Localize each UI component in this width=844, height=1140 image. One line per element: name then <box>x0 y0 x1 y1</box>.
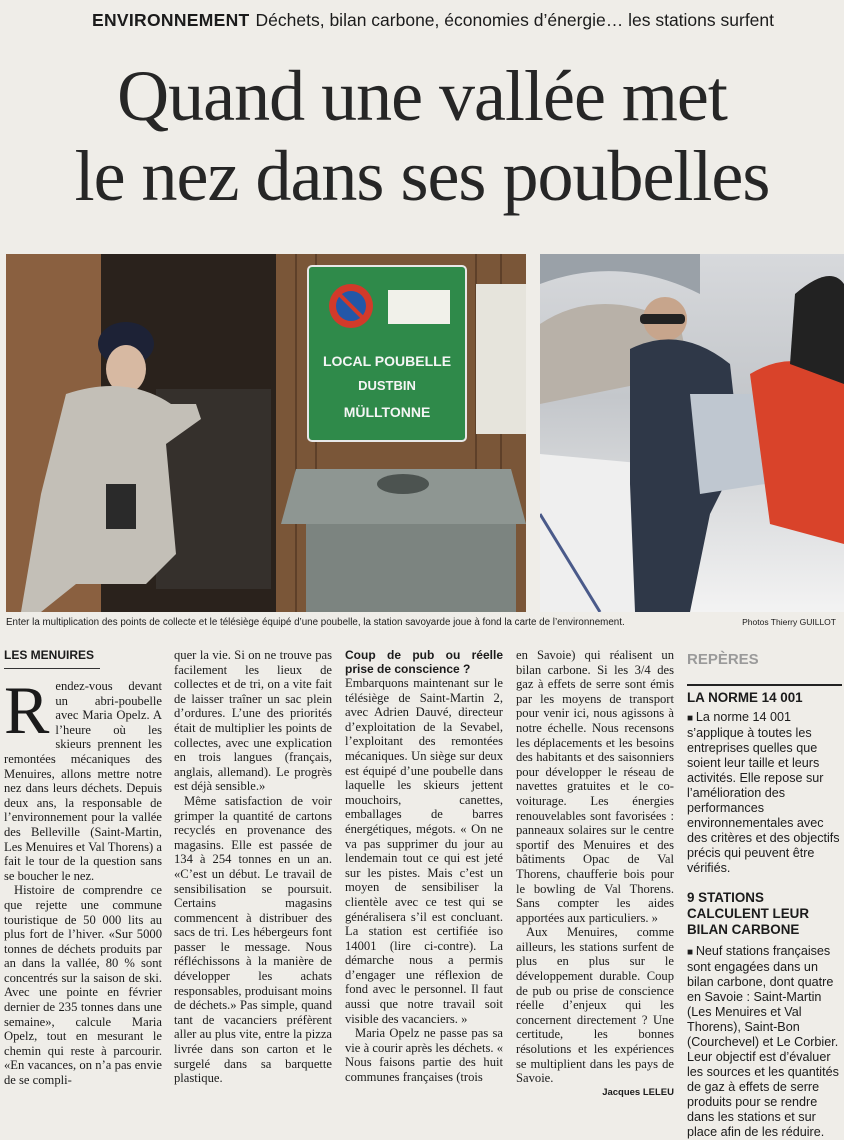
headline-line-1: Quand une vallée met <box>117 56 727 136</box>
headline <box>0 56 844 216</box>
photo-chairlift-scene <box>540 254 844 612</box>
sidebar-heading-2: 9 STATIONS CALCULENT LEUR BILAN CARBONE <box>687 890 809 937</box>
col1-paragraph-1: endez-vous devant un abri-poubelle avec Maria Opelz. A l’heure où les skieurs prennent les remontées mécaniques des Menuires, allons mettre notre nez dans leurs déchets. Depuis deux ans, la responsable de l’environnement pour la vallée des Belleville (Saint-Martin, Les Menuires et Val Thorens) a fait le tour de la question sans se boucher le nez. <box>4 679 162 883</box>
drop-cap: R <box>4 672 50 748</box>
photo-chairlift-skier <box>540 254 844 612</box>
col4-paragraph-2: Aux Menuires, comme ailleurs, les stations surfent de plus en plus sur le développement durable. Coup de pub ou prise de conscience réelle d’enjeux qui les concernent directement ? Une certitude, les bonnes résolutions et les expériences se multiplient dans les pays de Savoie. <box>516 925 674 1086</box>
column-4 <box>516 648 674 1100</box>
photo-credit: Photos Thierry GUILLOT <box>742 617 836 627</box>
col3-paragraph-2: Maria Opelz ne passe pas sa vie à courir après les déchets. « Nous faisons partie des huit communes françaises (trois <box>345 1026 503 1085</box>
col4-paragraph-1: en Savoie) qui réalisent un bilan carbone. Si les 3/4 des gaz à effets de serre sont émis par les moyens de transport pour venir ici, nous agissons à notre échelle. Nous recensons les déplacements et les besoins des habitants et des saisonniers pour développer le réseau de navettes gratuites et le co-voiturage. Les énergies renouvelables sont favorisées : panneaux solaires sur le centre sportif des Menuires et des bâtiments Opac de Val Thorens, chaufferie bois pour le bowling de Val Thorens. Sans compter les aides apportées aux particuliers. » <box>516 648 674 925</box>
sign-line-3: MÜLLTONNE <box>343 404 431 420</box>
col1-paragraph-2: Histoire de comprendre ce que rejette une commune touristique de 50 000 lits au plus fort de l’hiver. «Sur 5000 tonnes de déchets produits par an dans la vallée, 80 % sont concentrés sur la saison de ski. Avec une pointe en février dernier de 235 tonnes dans une semaine», calcule Maria Opelz, tout en mesurant le chemin qui reste à parcourir. «En vacances, on n’a pas envie de se compli- <box>4 883 162 1088</box>
col2-paragraph-2: Même satisfaction de voir grimper la quantité de cartons recyclés en provenance des magasins. Elle est passée de 134 à 254 tonnes en un an. «C’est un début. Le travail de sensibilisation se poursuit. Certains magasins commencent à distribuer des sacs de tri. Les hébergeurs font passer le message. Nous réfléchissons à la manière de développer les achats responsables, produisant moins de déchets.» Pas simple, quand tant de vacanciers préfèrent aller au plus vite, entre la pizza livrée dans son carton et le surgelé dans sa barquette plastique. <box>174 793 332 1086</box>
subheading: Coup de pub ou réelle prise de conscience ? <box>345 648 503 676</box>
square-bullet-icon: ■ <box>687 947 696 958</box>
section-heading: LES MENUIRES <box>4 648 95 662</box>
sign-line-1: LOCAL POUBELLE <box>322 353 452 369</box>
sidebar-text-1 <box>687 710 842 876</box>
column-3 <box>345 648 503 1085</box>
caption-text: Enter la multiplication des points de collecte et le télésiège équipé d’une poubelle, la station savoyarde joue à fond la carte de l’environnement. <box>6 617 625 628</box>
sidebar-label: REPÈRES <box>687 651 759 668</box>
photo-caption <box>6 617 836 628</box>
col3-paragraph-1: Embarquons maintenant sur le télésiège de Saint-Martin 2, avec Adrien Dauvé, directeur d’exploitation de la Sevabel, l’exploitant des remontées mécaniques. Un siège sur deux est équipé d’une poubelle dans laquelle les skieurs jettent mouchoirs, canettes, emballages de barres énergétiques, mégots. « On ne va pas supprimer du jour au lendemain tout ce qui est jeté sur les pistes. Mais c’est un moyen de sensibiliser la clientèle avec ce test qui se généralisera s’il est concluant. La station est certifiée iso 14001 (lire ci-contre). La démarche nous a permis d’engager une réflexion de fond avec le personnel. Il faut aussi que notre travail soit visible des vacanciers. » <box>345 676 503 1026</box>
kicker <box>92 10 844 40</box>
kicker-text: Déchets, bilan carbone, économies d’énergie… les stations surfent <box>255 10 775 30</box>
photo-dustbin-scene <box>6 254 526 612</box>
author-signature: Jacques LELEU <box>602 1086 674 1098</box>
rubric-label: ENVIRONNEMENT <box>92 10 250 30</box>
sidebar-text-2-body: Neuf stations françaises sont engagées dans un bilan carbone, dont quatre en Savoie : Saint-Martin (Les Menuires et Val Thorens), Saint-Bon (Courchevel) et Le Corbier. Leur objectif est d’évaluer les sources et les quantités de gaz à effets de serre produits pour se rendre dans les stations et sur place afin de les réduire. <box>687 944 839 1139</box>
sidebar-rule <box>687 684 842 686</box>
column-2 <box>174 648 332 1086</box>
photo-dustbin-shelter <box>6 254 526 612</box>
square-bullet-icon: ■ <box>687 713 696 724</box>
sign-line-2: DUSTBIN <box>358 378 416 393</box>
sidebar-text-2 <box>687 944 842 1140</box>
chairlift-dustbin-bag <box>690 394 765 494</box>
reperes-sidebar <box>687 650 842 1140</box>
column-1 <box>4 648 162 1088</box>
sidebar-heading-1: LA NORME 14 001 <box>687 690 803 705</box>
sidebar-text-1-body: La norme 14 001 s’applique à toutes les entreprises quelles que soient leur taille et leurs activités. Elle repose sur l’amélioration des performances environnementales avec des critères et des objectifs précis qui peuvent être vérifiés. <box>687 710 840 875</box>
section-rule <box>4 668 100 669</box>
headline-line-2: le nez dans ses poubelles <box>74 136 770 216</box>
col2-paragraph-1: quer la vie. Si on ne trouve pas facilement les lieux de collectes et de tri, on a vite fait de laisser traîner un sac plein d’ordures. L’une des priorités était de multiplier les points de collectes, avec une explication en trois langues (français, anglais, allemand). Le progrès est déjà sensible.» <box>174 648 332 794</box>
